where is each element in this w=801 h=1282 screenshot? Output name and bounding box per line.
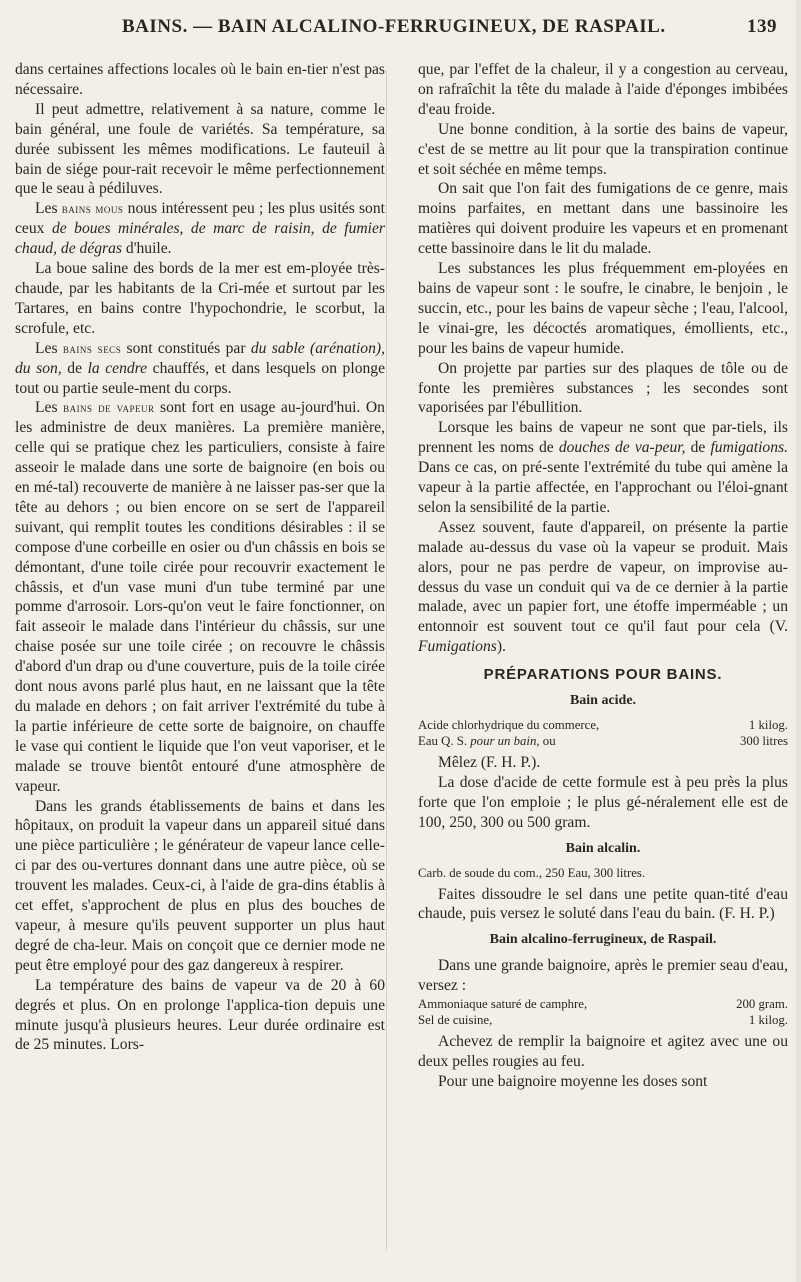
recipe-instruction: Mêlez (F. H. P.). [438,754,541,771]
recipe-title-alkaline: Bain alcalin. [565,840,641,856]
ingredient-row: Carb. de soude du com., 250 Eau, 300 litres. [418,865,646,880]
recipe-acid-ingredients [418,717,788,749]
paragraph: Pour une baignoire moyenne les doses sont [438,1072,708,1090]
paragraph: Les substances les plus fréquemment em-ployées en bains de vapeur sont : le soufre, le cinabre, le benjoin , le succin, etc., pour les bains de vapeur sèche ; l'eau, l'alcool, le vinai-gre, les décoctés aromatiques, émollients, etc., pour les bains de vapeur humide. [418,260,788,357]
paragraph: Il peut admettre, relativement à sa nature, comme le bain général, une foule de variétés. Sa température, sa durée subissent les mêmes modifications. Le fauteuil à bain de siége pour-rait recevoir le même perfectionnement que le seau à pédiluves. [15,100,385,198]
page-number: 139 [747,16,777,37]
paragraph: Dans les grands établissements de bains et dans les hôpitaux, on produit la vapeur dans un appareil situé dans une pièce particulière ; le générateur de vapeur lance celle-ci par des ou-vertures donnant dans une autre pièce, où se trouvent les malades. Ceux-ci, à l'aide de gra-dins établis à cet effet, s'approchent de plus en plus des bouches de vapeur, à mesure qu'ils peuvent supporter un plus haut degré de cha-leur. Mais on conçoit que ce dernier mode ne peut être employé pour des gaz dangereux à respirer. [15,797,385,974]
paragraph: Dans une grande baignoire, après le premier seau d'eau, versez : [418,957,788,995]
paragraph-douches: Lorsque les bains de vapeur ne sont que par-tiels, ils prennent les noms de douches de va-peur, de fumigations. Dans ce cas, on pré-sente l'extrémité du tube qui amène la vapeur à la partie affectée, en l'approchant ou l'éloi-gnant selon la sensibilité de la partie. [418,419,788,516]
ingredient-row: Sel de cuisine, 1 kilog. [418,1013,788,1028]
paragraph: La boue saline des bords de la mer est em-ployée très-chaude, par les habitants de la Cri-mée et surtout par les Tartares, en bains contre l'hypochondrie, le scorbut, la scrofule, etc. [15,260,385,337]
paragraph: On sait que l'on fait des fumigations de ce genre, mais moins parfaites, en mettant dans une bassinoire les matières qui doivent produire les vapeurs et en promenant cette bassinoire dans le lit du malade. [418,180,788,258]
running-header [60,12,783,42]
paragraph: La dose d'acide de cette formule est à peu près la plus forte que l'on emploie ; le plus gé-néralement elle est de 100, 250, 300 ou 500 gram. [418,773,788,831]
column-gutter [386,70,387,1250]
right-column [418,60,788,1092]
paragraph-bains-mous: Les bains mous nous intéressent peu ; les plus usités sont ceux de boues minérales, de marc de raisin, de fumier chaud, de dégras d'huile. [15,200,385,258]
ingredient-row: Acide chlorhydrique du commerce, 1 kilog. [418,718,788,732]
paragraph: dans certaines affections locales où le bain en-tier n'est pas nécessaire. [15,61,385,98]
page-edge [796,0,801,1282]
ingredient-row: Eau Q. S. pour un bain, ou 300 litres [418,734,788,748]
recipe-alkaline-ingredients [418,865,788,881]
paragraph: Faites dissoudre le sel dans une petite quan-tité d'eau chaude, puis versez le soluté dans l'eau du bain. (F. H. P.) [418,885,788,923]
running-title: BAINS. — BAIN ALCALINO-FERRUGINEUX, DE RASPAIL. [122,16,666,37]
paragraph: Assez souvent, faute d'appareil, on présente la partie malade au-dessus du vase où la vapeur se produit. Mais alors, pour ne pas perdre de vapeur, on improvise au-dessus du vase un conduit qui va de ce dernier à la partie malade, avec un papier fort, une étoffe imperméable ; un entonnoir est souvent tout ce qu'il faut pour cela (V. Fumigations). [418,518,788,656]
paragraph: La température des bains de vapeur va de 20 à 60 degrés et plus. On en prolonge l'applica-tion depuis une minute jusqu'à plusieurs heures. Leur durée ordinaire est de 25 minutes. Lors- [15,976,385,1054]
paragraph: que, par l'effet de la chaleur, il y a congestion au cerveau, on rafraîchit la tête du malade à l'aide d'éponges imbibées d'eau froide. [418,61,788,118]
recipe-raspail-ingredients [418,996,788,1028]
paragraph-bains-vapeur: Les bains de vapeur sont fort en usage au-jourd'hui. On les administre de deux manières. La première manière, celle qui se pratique chez les particuliers, consiste à faire asseoir le malade dans une sorte de baignoire (en bois ou en mé-tal) recouverte de manière à ne laisser pas-ser que la tête au dehors ; ou bien encore on se sert de l'appareil suivant, qui remplit toutes les conditions désirables : il se compose d'une corbeille en osier ou d'un châssis en bois se démontant, d'une toile cirée pour recouvrir exactement le châssis, et d'un vase muni d'un tube terminé par une pomme d'arrosoir. Lors-qu'on veut le faire fonctionner, on fait asseoir le malade dans l'intérieur du châssis, sur une chaise posée sur une toile cirée ; on recouvre le châssis d'abord d'un drap ou d'une couverture, puis de la toile cirée dont nous avons parlé plus haut, en ne laissant que la tête du malade en dehors ; on fait arriver l'extrémité du tube à la partie inférieure de cette sorte de baignoire, on chauffe le vase qui contient le liquide que l'on veut vaporiser, et le malade se trouve bientôt entouré d'une atmosphère de vapeur. [15,399,385,795]
recipe-title-acid: Bain acide. [569,693,637,709]
recipe-title-raspail: Bain alcalino-ferrugineux, de Raspail. [489,932,717,948]
ingredient-row: Ammoniaque saturé de camphre, 200 gram. [418,997,788,1012]
paragraph: On projette par parties sur des plaques de tôle ou de fonte les premières substances ; les secondes sont vaporisées par l'ébullition. [418,359,788,417]
paragraph: Achevez de remplir la baignoire et agitez avec une ou deux pelles rougies au feu. [418,1033,788,1070]
section-heading: PRÉPARATIONS POUR BAINS. [483,666,723,684]
left-column [15,60,385,1055]
paragraph: Une bonne condition, à la sortie des bains de vapeur, c'est de se mettre au lit pour que la transpiration continue et soit séchée en même temps. [418,120,788,178]
paragraph-bains-secs: Les bains secs sont constitués par du sable (arénation), du son, de la cendre chauffés, et dans lesquels on plonge tout ou partie seule-ment du corps. [15,339,385,397]
